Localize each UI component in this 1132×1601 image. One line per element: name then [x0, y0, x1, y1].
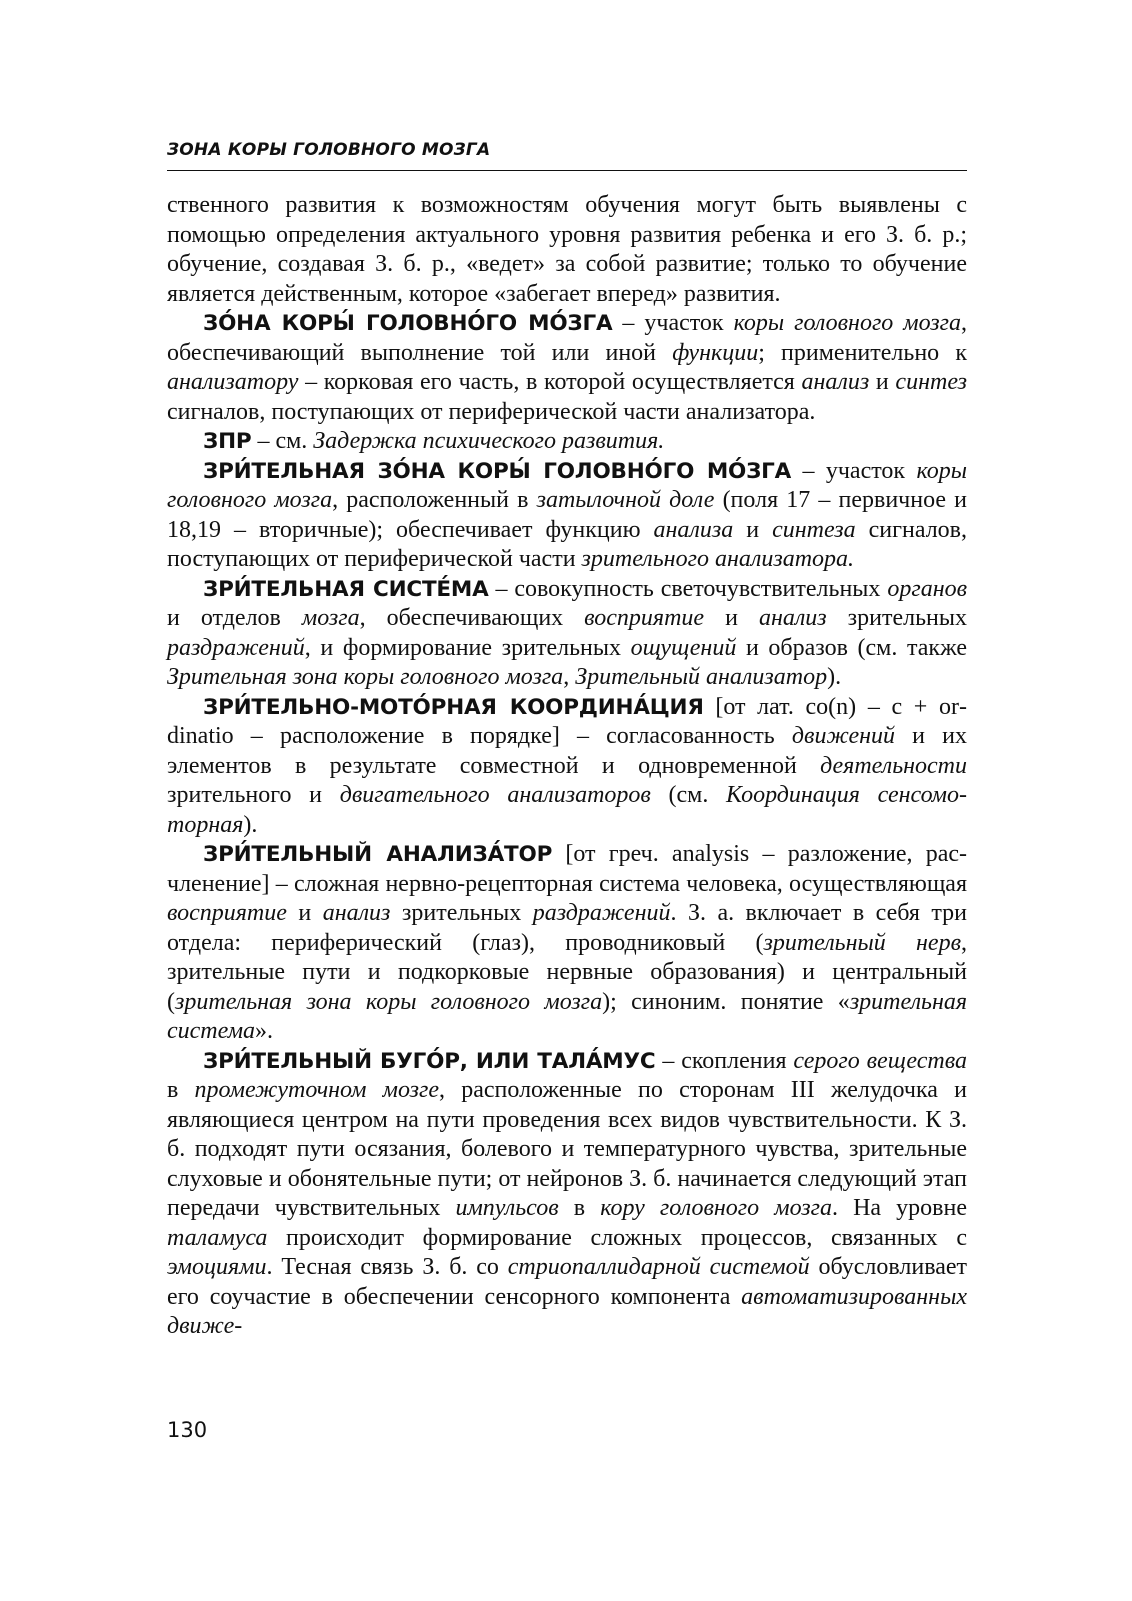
- cross-reference: движений: [791, 723, 896, 749]
- text-run: сигналов, поступающих от периферической части: [167, 516, 967, 572]
- text-run: и: [869, 369, 896, 395]
- text-run: в: [167, 1077, 195, 1103]
- cross-reference: зрительная система: [167, 988, 968, 1044]
- text-run: ).: [243, 811, 258, 838]
- text-run: зрительного и: [167, 782, 340, 808]
- text-run: и: [704, 605, 759, 631]
- cross-reference: серого вещества: [793, 1047, 967, 1074]
- text-run: ,: [563, 664, 576, 690]
- cross-reference: мозга: [301, 605, 360, 631]
- text-run: и их элементов в результате совместной и одновременной: [167, 723, 967, 779]
- entry-zritelnyy-analizator: [167, 840, 967, 1047]
- cross-reference: раздражений: [532, 900, 671, 926]
- cross-reference: стриопаллидарной системой: [507, 1254, 810, 1280]
- cross-reference: коры головного мозга: [733, 310, 961, 336]
- cross-reference: зрительный нерв: [763, 929, 961, 956]
- cross-reference: промежуточном мозге: [194, 1077, 440, 1103]
- text-run: – корковая его часть, в которой осуществляется: [298, 369, 802, 395]
- header-rule: [167, 170, 967, 171]
- cross-reference: восприятие: [167, 900, 287, 926]
- cross-reference: анализ: [758, 605, 827, 631]
- continuation-paragraph: [167, 191, 967, 309]
- headword: ЗРИ́ТЕЛЬНЫЙ АНАЛИЗА́ТОР: [203, 842, 553, 867]
- cross-reference: автоматизированных движе-: [167, 1283, 967, 1339]
- text-run: , и формирование зрительных: [304, 634, 631, 661]
- text-run: . З. а. включает в себя три отдела: периферический (глаз), проводниковый (: [167, 900, 968, 956]
- text-run: обусловливает его соучастие в обеспечении сенсорного компонента: [167, 1254, 968, 1310]
- text-run: и: [286, 900, 323, 926]
- cross-reference: восприятие: [584, 605, 705, 631]
- text-run: и образов (см. также: [736, 634, 967, 661]
- text-run: ).: [827, 664, 842, 690]
- cross-reference: импульсов: [455, 1195, 559, 1221]
- entry-zona-kory: [167, 309, 967, 427]
- headword: ЗО́НА КОРЫ́ ГОЛОВНО́ГО МО́ЗГА: [203, 311, 613, 336]
- cross-reference: затылочной доле: [536, 487, 715, 513]
- cross-reference: Зрительная зона коры головного мозга: [167, 664, 564, 690]
- text-run: ; применительно к: [758, 339, 967, 366]
- cross-reference: анализатору: [167, 369, 299, 395]
- text-run: – участок: [612, 310, 734, 336]
- headword: ЗРИ́ТЕЛЬНАЯ СИСТЕ́МА: [203, 576, 489, 602]
- cross-reference: коры головного мозга: [167, 457, 968, 513]
- cross-reference: Задержка психического развития.: [313, 428, 665, 454]
- text-run: – участок: [791, 457, 917, 484]
- text-run: (см.: [650, 782, 727, 808]
- text-run: в: [558, 1195, 601, 1221]
- headword: ЗРИ́ТЕЛЬНАЯ ЗО́НА КОРЫ́ ГОЛОВНО́ГО МО́ЗГА: [203, 458, 792, 484]
- entry-zritelnyy-bugor: [167, 1047, 967, 1342]
- cross-reference: анализа: [653, 516, 734, 543]
- text-run: сигналов, поступающих от периферической части анализатора.: [167, 398, 816, 425]
- cross-reference: органов: [887, 575, 968, 602]
- text-run: , обеспечивающий выполнение той или иной: [167, 310, 967, 366]
- text-run: , зрительные пути и подкорковые нервные образования) и центральный (: [167, 929, 967, 1015]
- headword: ЗПР: [203, 429, 252, 454]
- cross-reference: синтеза: [772, 516, 856, 543]
- text-run: зрительных: [826, 605, 968, 631]
- text-run: зрительных: [390, 900, 533, 926]
- text-run: . На уровне: [831, 1195, 967, 1221]
- text-run: . Тесная связь З. б. со: [266, 1254, 508, 1280]
- text-run: – см.: [251, 428, 314, 454]
- text-run: [от лат. co(n) – с + ordinatio – расположение в порядке] – согласованность: [167, 693, 967, 749]
- cross-reference: деятельности: [820, 752, 967, 779]
- entry-zritelnaya-zona: [167, 457, 967, 575]
- text-run: ); синоним. понятие «: [602, 988, 850, 1015]
- text-run: [от греч. analysis – разложение, расчленение] – сложная нервно-рецепторная система человека, осуществляющая: [167, 841, 967, 897]
- text-run: и отделов: [167, 605, 302, 631]
- entry-zpr: [167, 427, 967, 457]
- dictionary-entries: [167, 309, 967, 1342]
- text-run: , расположенный в: [332, 487, 537, 513]
- cross-reference: таламуса: [167, 1224, 268, 1251]
- headword: ЗРИ́ТЕЛЬНО-МОТО́РНАЯ КООРДИНА́ЦИЯ: [203, 694, 704, 720]
- text-run: (поля 17 – первичное и 18,19 – вторичные); обеспечивает функцию: [167, 487, 968, 543]
- cross-reference: зрительного анализатора.: [581, 546, 855, 572]
- cross-reference: Зрительный анализатор: [575, 664, 828, 690]
- cross-reference: анализ: [322, 900, 391, 926]
- running-head: ЗОНА КОРЫ ГОЛОВНОГО МОЗГА: [167, 140, 491, 160]
- cross-reference: раздражений: [167, 634, 305, 661]
- text-run: и: [733, 516, 773, 543]
- text-run: ».: [255, 1018, 274, 1044]
- text-run: – скопления: [655, 1047, 794, 1074]
- entry-zritelno-motornaya: [167, 693, 967, 841]
- cross-reference: эмоциями: [167, 1254, 267, 1280]
- cross-reference: кору головного мозга: [600, 1195, 832, 1221]
- cross-reference: синтез: [895, 369, 968, 395]
- page-number: 130: [167, 1418, 208, 1442]
- body-text: [167, 191, 967, 1342]
- cross-reference: зрительная зона коры головного мозга: [175, 988, 603, 1015]
- text-run: , расположенные по сторонам III желудочка и являющиеся центром на пути проведения всех видов чувствительности. К З. б. подходят пути осязания, болевого и температурного чувства, зрительные слуховые и обонятельные пути; от нейронов З. б. начинается следующий этап передачи чувствительных: [167, 1077, 967, 1221]
- text-run: – совокупность светочувствительных: [488, 575, 888, 602]
- cross-reference: ощущений: [630, 634, 737, 661]
- headword: ЗРИ́ТЕЛЬНЫЙ БУГО́Р, ИЛИ ТАЛА́МУС: [203, 1048, 656, 1074]
- text-run: , обеспечивающих: [359, 605, 585, 631]
- cross-reference: анализ: [801, 369, 870, 395]
- cross-reference: функции: [672, 339, 759, 366]
- cross-reference: двигательного анализаторов: [339, 782, 651, 808]
- entry-zritelnaya-sistema: [167, 575, 967, 693]
- text-run: происходит формирование сложных процессов, связанных с: [267, 1224, 967, 1251]
- text-run: ственного развития к возможностям обучения могут быть выявлены с помощью определения актуального уровня развития ребенка и его З. б. р.; обучение, создавая З. б. р., «ведет» за собой развитие; только то обучение является действенным, которое «забегает вперед» развития.: [167, 192, 967, 307]
- cross-reference: Координация сенсомоторная: [167, 782, 967, 838]
